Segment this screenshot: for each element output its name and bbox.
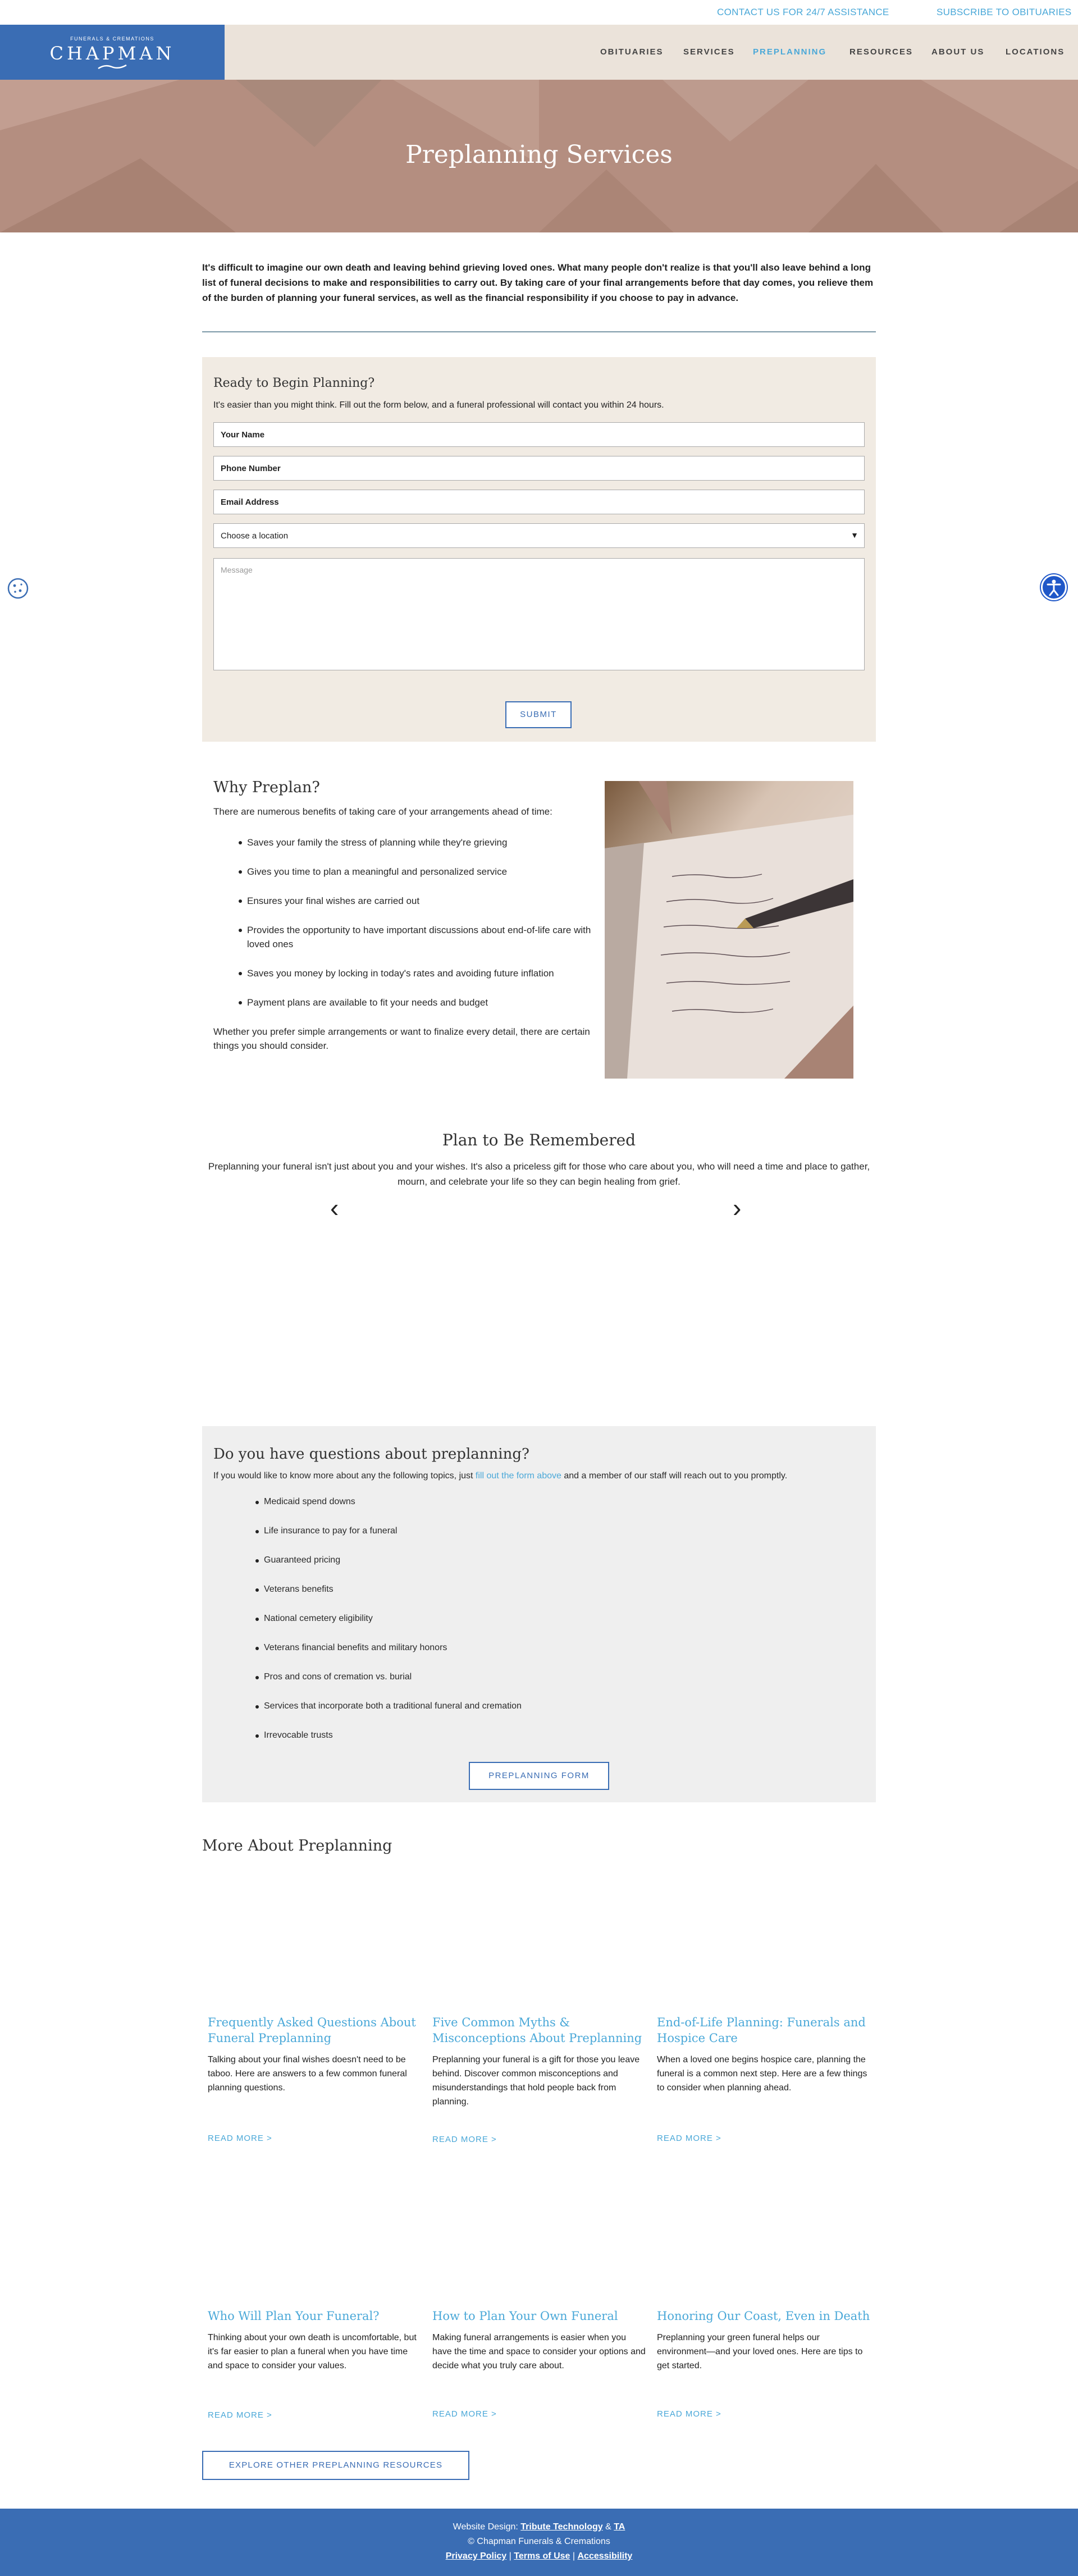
list-item: Saves your family the stress of planning while they're grieving	[247, 835, 595, 849]
top-utility-bar	[0, 0, 1078, 25]
plan-section-text: Preplanning your funeral isn't just about you and your wishes. It's also a priceless gift for those who care about you, who will need a time and place to gather, mourn, and celebrate your life so they can begin healing from grief.	[208, 1161, 870, 1187]
privacy-policy-link[interactable]: Privacy Policy	[445, 2551, 507, 2561]
why-preplan-title: Why Preplan?	[213, 779, 320, 796]
form-title: Ready to Begin Planning?	[213, 376, 375, 390]
read-more-link[interactable]: READ MORE >	[432, 2409, 497, 2419]
article-summary: When a loved one begins hospice care, planning the funeral is a common next step. Here are a few things to consider when planning ahead.	[657, 2055, 867, 2093]
list-item: Veterans financial benefits and military honors	[264, 1643, 522, 1672]
list-item: Services that incorporate both a traditional funeral and cremation	[264, 1701, 522, 1730]
name-field-label: Your Name	[221, 430, 265, 440]
footer-amp: &	[602, 2522, 614, 2532]
article-summary: Talking about your final wishes doesn't need to be taboo. Here are answers to a few common funeral planning questions.	[208, 2055, 407, 2093]
footer-separator: |	[506, 2551, 514, 2561]
plan-section-title: Plan to Be Remembered	[442, 1131, 636, 1149]
list-item: Provides the opportunity to have important discussions about end-of-life care with loved ones	[247, 923, 595, 951]
terms-of-use-link[interactable]: Terms of Use	[514, 2551, 570, 2561]
explore-resources-button[interactable]: EXPLORE OTHER PREPLANNING RESOURCES	[202, 2451, 469, 2480]
footer-credit	[0, 2520, 1078, 2534]
nav-item-resources[interactable]: RESOURCES	[849, 47, 913, 57]
read-more-link[interactable]: READ MORE >	[657, 2409, 721, 2419]
article-title-link[interactable]: How to Plan Your Own Funeral	[432, 2309, 618, 2323]
list-item: Life insurance to pay for a funeral	[264, 1526, 522, 1555]
list-item: Ensures your final wishes are carried out	[247, 894, 595, 908]
questions-section	[202, 1426, 876, 1802]
logo-mark-icon	[97, 64, 127, 70]
phone-field-label: Phone Number	[221, 464, 281, 473]
message-placeholder: Message	[221, 565, 253, 574]
email-field-label: Email Address	[221, 497, 279, 507]
footer-credit-prefix: Website Design:	[453, 2522, 521, 2532]
name-field[interactable]	[213, 422, 865, 447]
questions-title: Do you have questions about preplanning?	[213, 1446, 529, 1463]
nav-item-services[interactable]: SERVICES	[683, 47, 735, 57]
phone-field[interactable]	[213, 456, 865, 481]
message-textarea[interactable]	[213, 558, 865, 670]
read-more-link[interactable]: READ MORE >	[208, 2410, 272, 2420]
list-item: Pros and cons of cremation vs. burial	[264, 1672, 522, 1701]
hero-title: Preplanning Services	[405, 140, 673, 169]
questions-topic-list	[264, 1497, 522, 1760]
article-summary: Preplanning your green funeral helps our environment—and your loved ones. Here are tips to get started.	[657, 2333, 863, 2371]
location-select-value: Choose a location	[221, 531, 289, 541]
form-subtitle: It's easier than you might think. Fill out the form below, and a funeral professional will contact you within 24 hours.	[213, 400, 664, 410]
article-card	[657, 2308, 870, 2419]
tribute-technology-link[interactable]: Tribute Technology	[520, 2522, 603, 2532]
article-title-link[interactable]: Five Common Myths & Misconceptions About Preplanning	[432, 2016, 642, 2045]
article-card	[432, 2308, 646, 2419]
site-footer	[0, 2509, 1078, 2576]
list-item: Guaranteed pricing	[264, 1555, 522, 1584]
ta-link[interactable]: TA	[614, 2522, 625, 2532]
why-preplan-closing: Whether you prefer simple arrangements or want to finalize every detail, there are certain things you should consider.	[213, 1026, 590, 1051]
read-more-link[interactable]: READ MORE >	[208, 2134, 272, 2143]
email-field[interactable]	[213, 490, 865, 514]
footer-links	[0, 2549, 1078, 2564]
why-preplan-lead: There are numerous benefits of taking care of your arrangements ahead of time:	[213, 806, 552, 817]
preplanning-form	[202, 357, 876, 742]
article-title-link[interactable]: Honoring Our Coast, Even in Death	[657, 2309, 870, 2323]
footer-copyright: © Chapman Funerals & Cremations	[468, 2537, 610, 2546]
list-item: Medicaid spend downs	[264, 1497, 522, 1526]
submit-button[interactable]: SUBMIT	[505, 701, 572, 728]
cookie-icon[interactable]	[7, 577, 29, 600]
article-title-link[interactable]: End-of-Life Planning: Funerals and Hospice Care	[657, 2016, 866, 2045]
more-about-title: More About Preplanning	[202, 1837, 392, 1855]
location-select[interactable]	[213, 523, 865, 548]
article-title-link[interactable]: Who Will Plan Your Funeral?	[208, 2309, 380, 2323]
pen-and-notebook-image	[605, 781, 853, 1079]
article-card	[208, 2308, 421, 2420]
footer-separator: |	[570, 2551, 578, 2561]
nav-item-about-us[interactable]: ABOUT US	[931, 47, 985, 57]
why-preplan-list	[247, 835, 595, 1025]
article-card	[657, 2015, 870, 2143]
site-logo[interactable]	[0, 25, 225, 80]
questions-lead-text: and a member of our staff will reach out to you promptly.	[561, 1471, 788, 1481]
list-item: Saves you money by locking in today's rates and avoiding future inflation	[247, 966, 595, 980]
questions-lead	[213, 1471, 787, 1481]
contact-assistance-link[interactable]: CONTACT US FOR 24/7 ASSISTANCE	[717, 7, 889, 17]
nav-item-locations[interactable]: LOCATIONS	[1006, 47, 1065, 57]
article-card	[432, 2015, 646, 2144]
article-card	[208, 2015, 421, 2143]
logo-tagline: FUNERALS & CREMATIONS	[70, 36, 154, 42]
chevron-right-icon[interactable]: ›	[733, 1193, 742, 1222]
nav-item-obituaries[interactable]: OBITUARIES	[600, 47, 664, 57]
article-summary: Preplanning your funeral is a gift for those you leave behind. Discover common misconceptions and misunderstandings that hold people back from planning.	[432, 2055, 640, 2107]
list-item: Gives you time to plan a meaningful and personalized service	[247, 865, 595, 879]
accessibility-icon[interactable]	[1041, 574, 1067, 600]
list-item: Irrevocable trusts	[264, 1730, 522, 1760]
hero-banner	[0, 80, 1078, 232]
logo-name: CHAPMAN	[49, 43, 175, 64]
article-summary: Making funeral arrangements is easier when you have the time and space to consider your options and decide what you truly care about.	[432, 2333, 646, 2371]
nav-item-preplanning[interactable]: PREPLANNING	[753, 47, 827, 57]
questions-lead-text: If you would like to know more about any the following topics, just	[213, 1471, 476, 1481]
list-item: Payment plans are available to fit your needs and budget	[247, 995, 595, 1010]
read-more-link[interactable]: READ MORE >	[432, 2135, 497, 2144]
intro-paragraph: It's difficult to imagine our own death and leaving behind grieving loved ones. What many people don't realize is that you'll also leave behind a long list of funeral decisions to make and responsibilities to carry out. By taking care of your final arrangements before that day comes, you relieve them of the burden of planning your funeral services, as well as the financial responsibility if you choose to pay in advance.	[202, 262, 874, 303]
list-item: National cemetery eligibility	[264, 1614, 522, 1643]
chevron-down-icon: ▼	[851, 531, 858, 540]
read-more-link[interactable]: READ MORE >	[657, 2134, 721, 2143]
form-above-link[interactable]: fill out the form above	[475, 1471, 561, 1481]
accessibility-link[interactable]: Accessibility	[577, 2551, 633, 2561]
chevron-left-icon[interactable]: ‹	[330, 1193, 339, 1222]
preplanning-form-button[interactable]: PREPLANNING FORM	[469, 1762, 609, 1790]
subscribe-obituaries-link[interactable]: SUBSCRIBE TO OBITUARIES	[937, 7, 1072, 17]
article-summary: Thinking about your own death is uncomfortable, but it's far easier to plan a funeral when you have time and space to consider your values.	[208, 2333, 417, 2371]
article-title-link[interactable]: Frequently Asked Questions About Funeral Preplanning	[208, 2016, 416, 2045]
section-divider	[202, 331, 876, 332]
list-item: Veterans benefits	[264, 1584, 522, 1614]
